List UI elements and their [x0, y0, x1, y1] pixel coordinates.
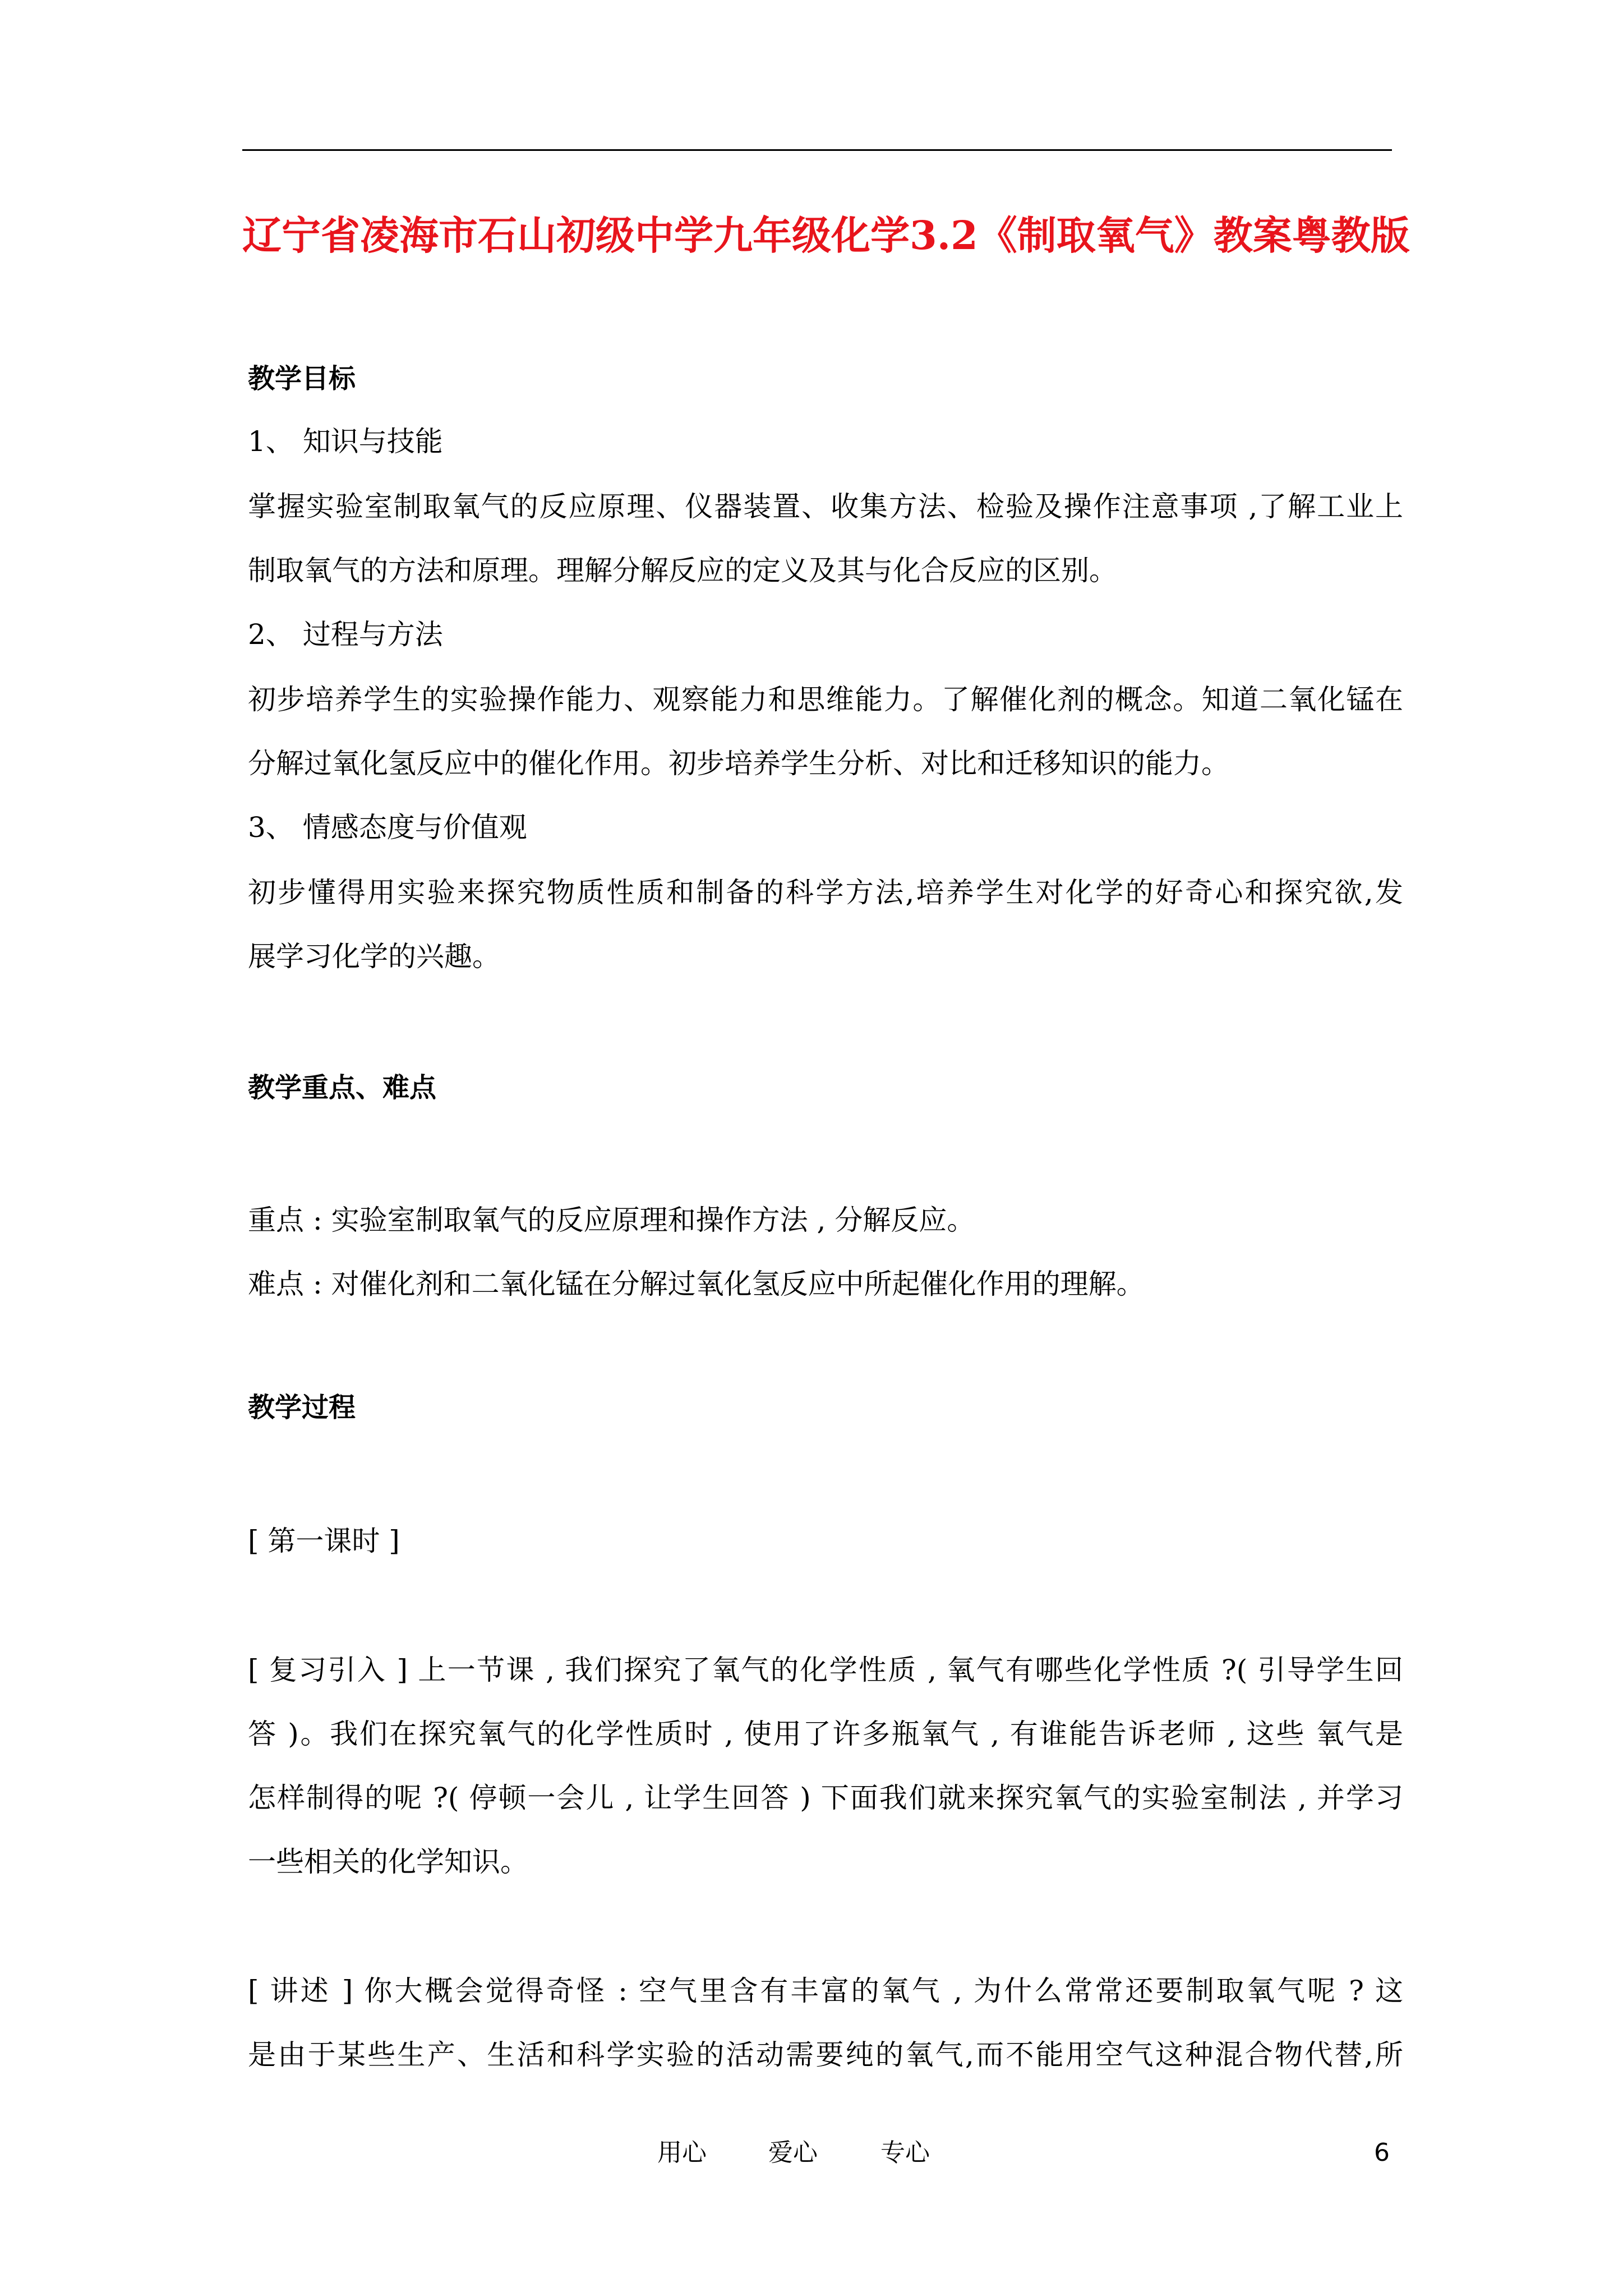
header-rule [242, 149, 1392, 151]
objective-2-text-line-1: 初步培养学生的实验操作能力、观察能力和思维能力。了解催化剂的概念。知道二氧化锰在 [248, 683, 1403, 716]
objective-1-text-line-2: 制取氧气的方法和原理。理解分解反应的定义及其与化合反应的区别。 [248, 554, 1117, 587]
review-line-2: 答 )。我们在探究氧气的化学性质时 , 使用了许多瓶氧气 , 有谁能告诉老师 , 这些 氧气是 [248, 1718, 1403, 1750]
objectives-heading: 教学目标 [248, 363, 356, 394]
difficulty-text: 难点 : 对催化剂和二氧化锰在分解过氧化氢反应中所起催化作用的理解。 [248, 1268, 1145, 1300]
keypoint-text: 重点 : 实验室制取氧气的反应原理和操作方法 , 分解反应。 [248, 1204, 975, 1236]
lecture-line-1: [ 讲述 ] 你大概会觉得奇怪 : 空气里含有丰富的氧气 , 为什么常常还要制取氧气呢 ? 这 [248, 1975, 1403, 2007]
objective-2-heading: 2、 过程与方法 [248, 618, 443, 651]
objective-2-text-line-2: 分解过氧化氢反应中的催化作用。初步培养学生分析、对比和迁移知识的能力。 [248, 747, 1229, 780]
process-heading: 教学过程 [248, 1392, 356, 1423]
footer-motto-2: 爱心 [768, 2138, 818, 2167]
footer-motto-1: 用心 [657, 2138, 707, 2167]
objective-1-text-line-1: 掌握实验室制取氧气的反应原理、仪器装置、收集方法、检验及操作注意事项 ,了解工业上 [248, 490, 1403, 523]
lecture-line-2: 是由于某些生产、生活和科学实验的活动需要纯的氧气,而不能用空气这种混合物代替,所 [248, 2039, 1403, 2071]
objective-1-heading: 1、 知识与技能 [248, 425, 443, 458]
objective-3-text-line-1: 初步懂得用实验来探究物质性质和制备的科学方法,培养学生对化学的好奇心和探究欲,发 [248, 876, 1403, 909]
review-line-4: 一些相关的化学知识。 [248, 1846, 528, 1878]
keypoints-heading: 教学重点、难点 [248, 1072, 437, 1103]
review-line-3: 怎样制得的呢 ?( 停顿一会儿 , 让学生回答 ) 下面我们就来探究氧气的实验室制法 , 并学习 [248, 1782, 1403, 1814]
objective-3-text-line-2: 展学习化学的兴趣。 [248, 940, 500, 973]
review-line-1: [ 复习引入 ] 上一节课 , 我们探究了氧气的化学性质 , 氧气有哪些化学性质 ?( 引导学生回 [248, 1654, 1403, 1686]
objective-3-heading: 3、 情感态度与价值观 [248, 811, 527, 844]
lesson-1-label: [ 第一课时 ] [248, 1525, 400, 1557]
footer-motto-3: 专心 [880, 2138, 930, 2167]
document-title: 辽宁省凌海市石山初级中学九年级化学3.2《制取氧气》教案粤教版 [242, 212, 1410, 259]
page-number: 6 [1374, 2138, 1390, 2167]
